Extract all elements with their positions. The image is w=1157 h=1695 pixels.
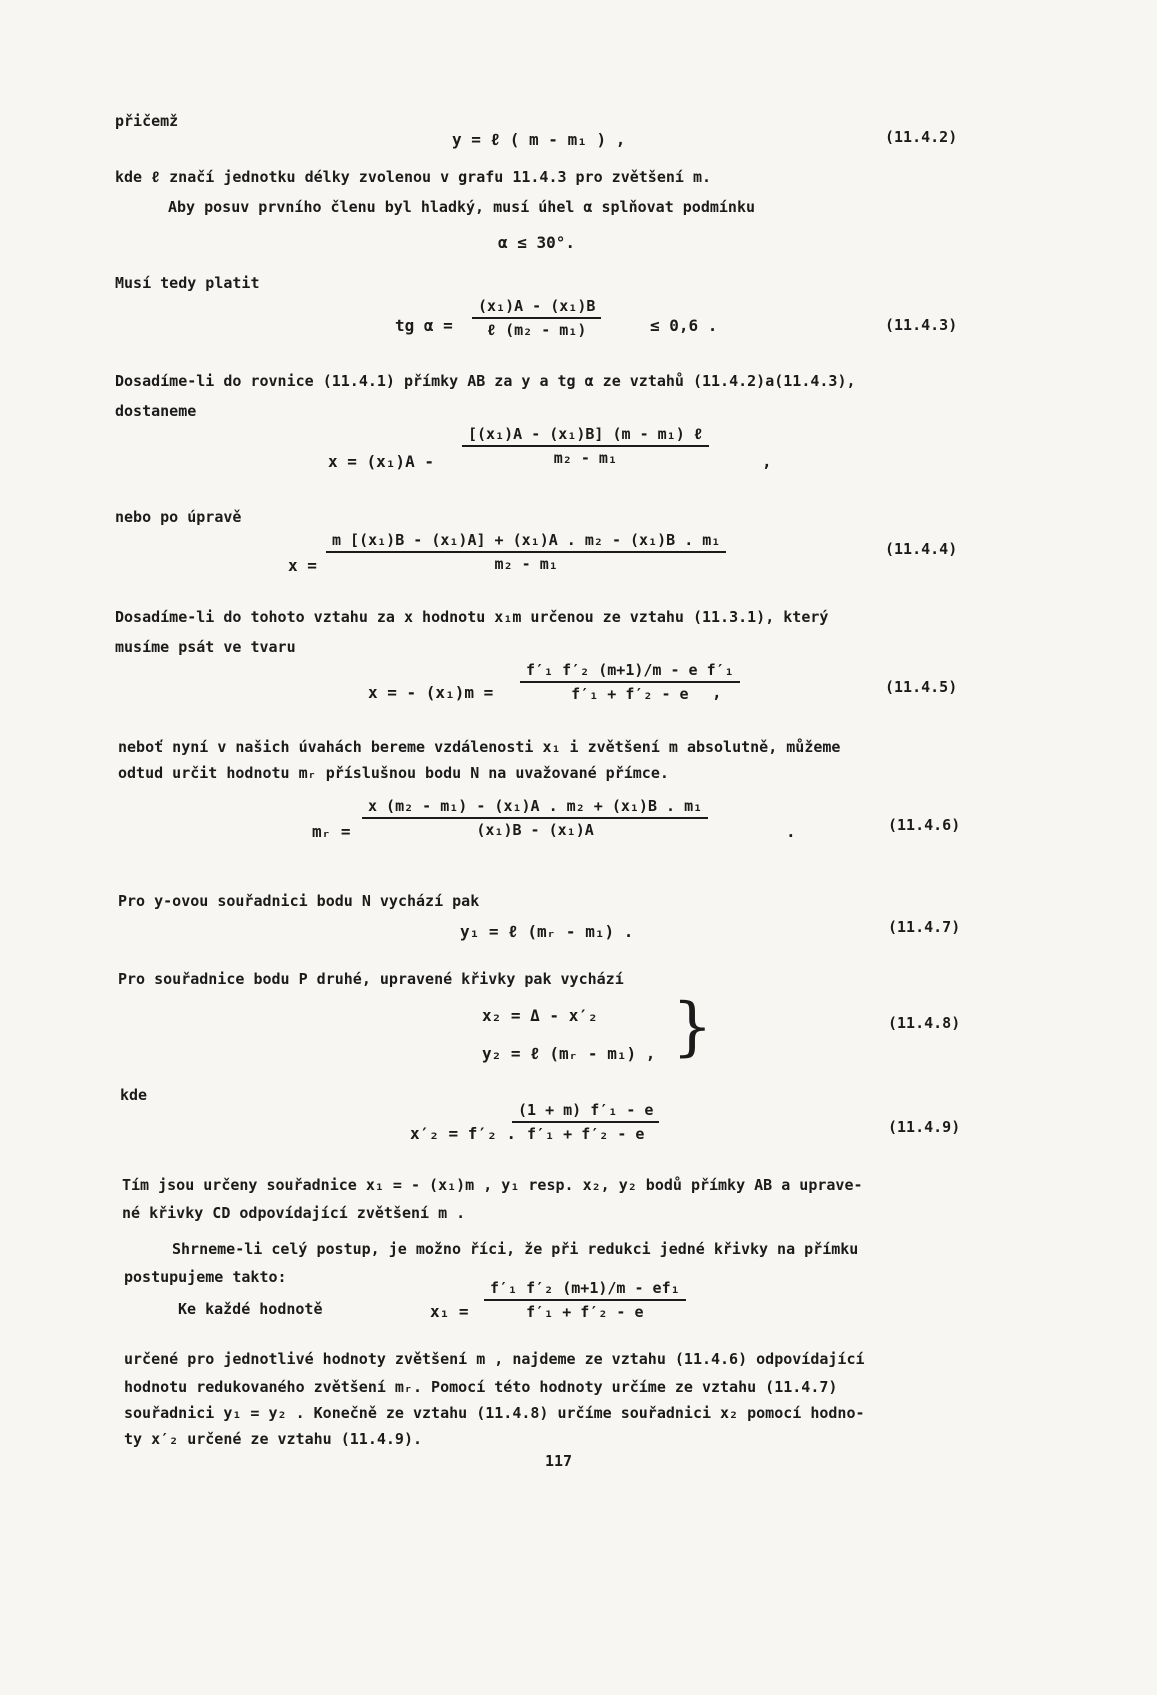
paragraph: kde ℓ značí jednotku délky zvolenou v grafu 11.4.3 pro zvětšení m. [115,168,712,186]
fraction [520,660,740,704]
equation-number: (11.4.5) [885,678,958,696]
denominator: ℓ (m₂ - m₁) [487,321,587,339]
paragraph: Pro souřadnice bodu P druhé, upravené křivky pak vychází [118,970,624,988]
paragraph: Ke každé hodnotě [178,1300,323,1318]
equation-lhs: x′₂ = f′₂ . [410,1124,516,1143]
equation-number: (11.4.6) [888,816,961,834]
numerator: (1 + m) f′₁ - e [518,1101,654,1119]
equation-number: (11.4.4) [885,540,958,558]
paragraph: neboť nyní v našich úvahách bereme vzdálenosti x₁ i zvětšení m absolutně, můžeme [118,738,841,756]
fraction-bar [462,445,709,447]
denominator: m₂ - m₁ [494,555,558,573]
equation-11-4-7: y₁ = ℓ (mᵣ - m₁) . [460,922,634,941]
fraction [326,530,726,574]
paragraph: hodnotu redukovaného zvětšení mᵣ. Pomocí této hodnoty určíme ze vztahu (11.4.7) [124,1378,838,1396]
punctuation: , [762,452,772,471]
equation-lhs: mᵣ = [312,822,351,841]
paragraph: kde [120,1086,148,1104]
fraction [484,1278,686,1322]
inequality-rhs: ≤ 0,6 . [650,316,718,335]
equation-lhs: x = [288,556,317,575]
numerator: (x₁)A - (x₁)B [478,297,596,315]
equation-number: (11.4.3) [885,316,958,334]
paragraph: dostaneme [115,402,197,420]
paragraph: musíme psát ve tvaru [115,638,296,656]
fraction-bar [484,1299,686,1301]
denominator: m₂ - m₁ [553,449,617,467]
condition: α ≤ 30°. [498,233,576,252]
paragraph: Aby posuv prvního členu byl hladký, musí úhel α splňovat podmínku [168,198,755,216]
fraction [512,1100,659,1144]
equation-lhs: x₁ = [430,1302,469,1321]
fraction [472,296,601,340]
fraction-bar [520,681,740,683]
equation-lhs: x = - (x₁)m = [368,683,494,702]
fraction [362,796,708,840]
numerator: x (m₂ - m₁) - (x₁)A . m₂ + (x₁)B . m₁ [368,797,703,815]
paragraph: Tím jsou určeny souřadnice x₁ = - (x₁)m , y₁ resp. x₂, y₂ bodů přímky AB a uprave- [122,1176,863,1194]
equation-11-4-2: y = ℓ ( m - m₁ ) , [452,130,626,149]
denominator: f′₁ + f′₂ - e [527,1125,645,1143]
brace: } [672,990,713,1064]
punctuation: , [712,683,722,702]
numerator: f′₁ f′₂ (m+1)/m - e f′₁ [526,661,734,679]
fraction-bar [472,317,601,319]
fraction [462,424,709,468]
denominator: f′₁ + f′₂ - e [571,685,689,703]
numerator: m [(x₁)B - (x₁)A] + (x₁)A . m₂ - (x₁)B . m₁ [332,531,721,549]
numerator: [(x₁)A - (x₁)B] (m - m₁) ℓ [468,425,703,443]
equation-number: (11.4.7) [888,918,961,936]
paragraph: souřadnici y₁ = y₂ . Konečně ze vztahu (11.4.8) určíme souřadnici x₂ pomocí hodno- [124,1404,865,1422]
paragraph: Musí tedy platit [115,274,260,292]
punctuation: . [786,822,796,841]
paragraph: postupujeme takto: [124,1268,287,1286]
text-pricemz: přičemž [115,112,179,130]
equation-number: (11.4.8) [888,1014,961,1032]
paragraph: Dosadíme-li do rovnice (11.4.1) přímky AB za y a tg α ze vztahů (11.4.2)a(11.4.3), [115,372,856,390]
paragraph: ty x′₂ určené ze vztahu (11.4.9). [124,1430,423,1448]
paragraph: určené pro jednotlivé hodnoty zvětšení m , najdeme ze vztahu (11.4.6) odpovídající [124,1350,865,1368]
equation-lhs: tg α = [395,316,453,335]
paragraph: nebo po úpravě [115,508,242,526]
paragraph: Dosadíme-li do tohoto vztahu za x hodnotu x₁m určenou ze vztahu (11.3.1), který [115,608,829,626]
paragraph: Shrneme-li celý postup, je možno říci, že při redukci jedné křivky na přímku [172,1240,859,1258]
denominator: f′₁ + f′₂ - e [526,1303,644,1321]
fraction-bar [326,551,726,553]
fraction-bar [512,1121,659,1123]
denominator: (x₁)B - (x₁)A [476,821,594,839]
equation-lhs: x = (x₁)A - [328,452,434,471]
equation-number: (11.4.9) [888,1118,961,1136]
paragraph: odtud určit hodnotu mᵣ příslušnou bodu N na uvažované přímce. [118,764,669,782]
equation-11-4-8-line2: y₂ = ℓ (mᵣ - m₁) , [482,1044,656,1063]
fraction-bar [362,817,708,819]
paragraph: né křivky CD odpovídající zvětšení m . [122,1204,466,1222]
numerator: f′₁ f′₂ (m+1)/m - ef₁ [490,1279,680,1297]
equation-11-4-8-line1: x₂ = Δ - x′₂ [482,1006,598,1025]
paragraph: Pro y-ovou souřadnici bodu N vychází pak [118,892,480,910]
equation-number: (11.4.2) [885,128,958,146]
page-number: 117 [545,1452,573,1470]
